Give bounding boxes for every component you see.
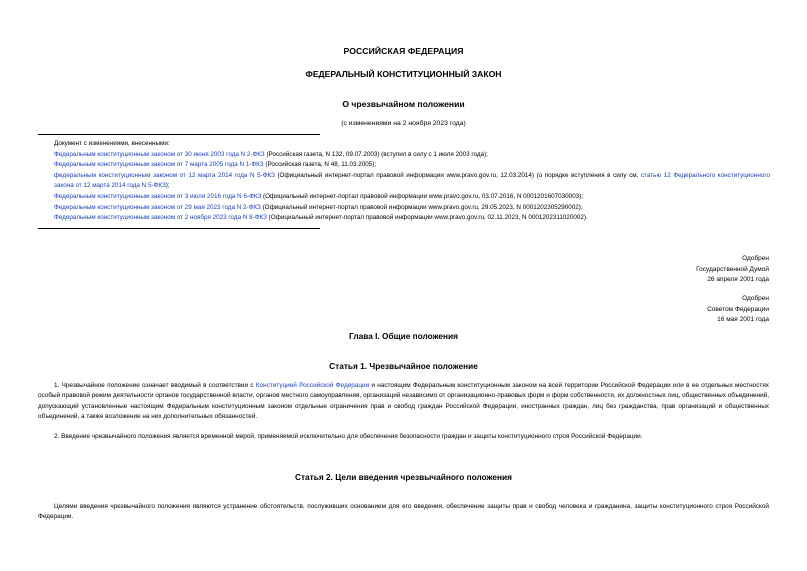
approval-date: 26 апреля 2001 года bbox=[707, 276, 769, 283]
amendment-item bbox=[38, 160, 770, 171]
article-1-paragraph-2: 2. Введение чрезвычайного положения является временной мерой, применяемой исключительно для обеспечения безопасности граждан и защиты конституционного строя Российской Федерации. bbox=[54, 433, 643, 440]
amendment-link[interactable]: Федеральным конституционным законом от 30 июня 2003 года N 2-ФКЗ bbox=[54, 150, 265, 158]
document-subtitle: (с изменениями на 2 ноября 2023 года) bbox=[341, 120, 466, 127]
amendment-text-end: ); bbox=[165, 182, 170, 190]
amendment-item bbox=[38, 203, 770, 214]
amendment-item bbox=[38, 213, 770, 224]
approval-date: 16 мая 2001 года bbox=[717, 316, 769, 323]
amendments-block bbox=[38, 139, 770, 224]
amendment-link[interactable]: Федеральным конституционным законом от 3 июля 2016 года N 6-ФКЗ bbox=[54, 192, 262, 200]
approval-label: Одобрен bbox=[742, 295, 769, 302]
chapter-heading: Глава I. Общие положения bbox=[349, 331, 458, 341]
amendment-item bbox=[38, 192, 770, 203]
amendment-text: (Официальный интернет-портал правовой информации www.pravo.gov.ru, 02.11.2023, N 0001202311020002). bbox=[266, 214, 588, 222]
document-title: О чрезвычайном положении bbox=[342, 99, 465, 109]
amendment-text: (Российская газета, N 48, 11.03.2005); bbox=[263, 161, 377, 169]
amendment-item bbox=[38, 150, 770, 161]
article-1-paragraph-1 bbox=[38, 381, 769, 422]
article-2-paragraph-1: Целями введения чрезвычайного положения являются устранение обстоятельств, послуживших основанием для его введения, обеспечение защиты прав и свобод человека и гражданина, защиты конституционного строя Российской Федерации. bbox=[38, 503, 769, 521]
amendment-article-link[interactable]: статью 12 Федерального конституционного закона от 12 марта 2014 года N 5-ФКЗ bbox=[54, 171, 771, 190]
amendment-link[interactable]: Федеральным конституционным законом от 29 мая 2023 года N 2-ФКЗ bbox=[54, 203, 261, 211]
amendment-text: (Официальный интернет-портал правовой информации www.pravo.gov.ru, 12.03.2014) (о порядке вступления в силу см. bbox=[274, 171, 641, 179]
amendment-text: (Российская газета, N 132, 09.07.2003) (вступил в силу с 1 июля 2003 года); bbox=[264, 150, 488, 158]
amendment-text: (Официальный интернет-портал правовой информации www.pravo.gov.ru, 29.05.2023, N 0001202305290002); bbox=[260, 203, 583, 211]
approval-label: Одобрен bbox=[742, 255, 769, 262]
law-type-heading: ФЕДЕРАЛЬНЫЙ КОНСТИТУЦИОННЫЙ ЗАКОН bbox=[305, 69, 502, 79]
paragraph-text: и настоящим Федеральным конституционным законом на всей территории Российской Федерации или в ее отдельных местностях особый правовой режим деятельности органов государственной власти, органов местного самоуправления, организаций независимо от организационно-правовых форм и форм собственности, их должностных лиц, общественных объединений, допускающий установленные настоящим Федеральным конституционным законом отдельные ограничения прав и свобод граждан Российской Федерации, иностранных граждан, лиц без гражданства, прав организаций и общественных объединений, а также возложение на них дополнительных обязанностей. bbox=[38, 382, 769, 420]
approval-state-duma bbox=[569, 254, 769, 286]
amendment-text: (Официальный интернет-портал правовой информации www.pravo.gov.ru, 03.07.2016, N 0001201607030003); bbox=[261, 192, 584, 200]
amendment-link[interactable]: Федеральным конституционным законом от 2 ноября 2023 года N 8-ФКЗ bbox=[54, 214, 267, 222]
approval-federation-council bbox=[569, 294, 769, 326]
approval-body: Государственной Думой bbox=[696, 265, 769, 273]
approval-body: Советом Федерации bbox=[707, 305, 769, 313]
paragraph-text: 1. Чрезвычайное положение означает вводимый в соответствии с bbox=[54, 382, 256, 389]
country-heading: РОССИЙСКАЯ ФЕДЕРАЦИЯ bbox=[343, 46, 464, 56]
article-1-heading: Статья 1. Чрезвычайное положение bbox=[329, 361, 478, 371]
amendments-bottom-divider bbox=[38, 228, 320, 229]
amendment-link[interactable]: федеральным конституционным законом от 12 марта 2014 года N 5-ФКЗ bbox=[54, 171, 275, 179]
amendments-intro: Документ с изменениями, внесенными: bbox=[54, 140, 170, 147]
amendment-link[interactable]: Федеральным конституционным законом от 7 марта 2005 года N 1-ФКЗ bbox=[54, 161, 264, 169]
amendment-item bbox=[38, 171, 770, 192]
article-2-heading: Статья 2. Цели введения чрезвычайного положения bbox=[295, 472, 512, 482]
amendments-top-divider bbox=[38, 134, 320, 135]
constitution-link[interactable]: Конституцией Российской Федерации bbox=[255, 382, 370, 389]
